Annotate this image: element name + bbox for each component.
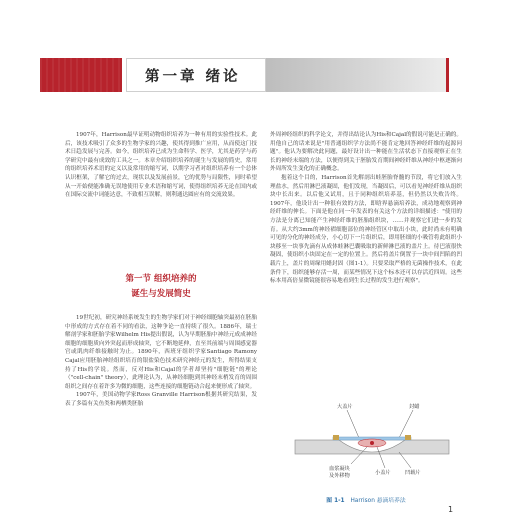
wax-seal-left (333, 435, 339, 440)
chapter-red-bar (40, 58, 122, 92)
right-paragraph-1: 外周神经组织的科学论文，并得出结论认为His和Cajal的假说可能是正确的。用他自己的话来说是"用普通组织学方法尚不能肯定地回答神经纤维的起源问题"。他认为要解决此问题，最好设计出一种能在生活状态下直接观察正在生长的神经末端的方法，以便得到关于胚胎发育期间神经纤维从神经中枢逐渐向外周所发生变化的正确概念。 (270, 132, 462, 173)
wax-seal-right (405, 435, 411, 440)
leader-wax (399, 410, 413, 438)
label-wax: 封蜡 (409, 404, 420, 410)
figure-caption (270, 495, 462, 504)
harrison-paragraph: 1907年，美国动物学家Ross Granville Harrison根据其研究结果，发表了多篇有关鱼类和两栖类胚胎 (65, 392, 257, 407)
section-title-line2: 诞生与发展简史 (131, 289, 191, 299)
right-column (270, 131, 462, 286)
history-paragraph: 19世纪初，研究神经系统发生的生物学家们对于神经细胞轴突最初在胚胎中形成的方式存在着不同的看法，这种争论一直持续了很久。1886年，瑞士解剖学家和胚胎学家Wilhelm His提出假说，认为早期胚胎中神经元成成神经细胞的细胞质向外突起而形成轴突，它不断地延伸，直至其前端与周围感觉器官或肌肉纤维接触时为止。1890年，西班牙组织学家Santiago Ramony Cajal应用胚胎神经组织培育的银盐染色技术研究神经元的发生，所得结果支持了His的学说。然而，反对His和Cajal的学者却坚持"细胞链"的理论（"cell-chain" theory），此理论认为，从神经细胞到其神经末梢发育的周围组织之间存在着许多为微的细胞，这些连接的细胞链动合起来便形成了轴突。 (65, 315, 257, 390)
label-small-cover: 小盖片 (375, 470, 391, 476)
chapter-title-box (126, 58, 266, 92)
chapter-header (40, 58, 480, 92)
chapter-gray-bar (266, 58, 446, 92)
right-paragraph-2: 抱着这个目的，Harrison首先解剖出蛙胚胎脊髓的节段，将它们放入生理盐水，然后用淋巴液凝固，他们发现，当凝固后，可以看见神经纤维从组织块中长出来。以后他又试用，且于同种组织培养基，但仍然以失败告终。1907年，他设计出一种很有效的方法，即晗界悬滴培养法，成功地观察到神经纤维的伸长。下面是他在同一年发表的有关这个方法的详细描述："使用的方法是分离已知能产生神经纤维的胚胎组织块，……并观察它们进一步的发育。从大约3mm的神经褶细胞部位的神经管区中取出小块，此时尚未有明确可见的分化的神经成分，小心切下一片组织后，即用胚细的小吸管将此组织小块移至一块事先滴有从成体蛙淋巴囊吸取的新鲜淋巴液的盖片上。待巴液很快凝固，使组织小块固定在一定的位置上。然后将盖片倒置于一块中间凹陷的凹载片上，盖片的周缘用蜡封固（图1-1）。只要采取严格的无菌操作技术，在此条件下，组织能够存活一周，而某些情况下这个标本还可以存活近四周。这些标本用高倍显微镜能很容易地看到生长过程的发生进行观察"。 (270, 174, 462, 285)
label-tissue-lymph: 及外移物 (329, 473, 350, 479)
left-column-lower (65, 314, 257, 409)
tissue-piece-shape (370, 441, 374, 445)
section-title-line1: 第一节 组织培养的 (125, 274, 197, 284)
left-column (65, 131, 257, 200)
page-number: 1 (448, 505, 454, 514)
leader-cover-glass (347, 410, 359, 438)
chapter-title: 第一章 绪论 (145, 68, 241, 85)
label-depression-slide: 凹载片 (405, 470, 421, 476)
chapter-accent-line (446, 58, 449, 92)
figure-number: 图 1-1 (326, 498, 345, 504)
label-lymph-drop: 血浆凝块 (329, 466, 350, 472)
figure-caption-text: Harrison 悬滴培养法 (350, 498, 406, 504)
leader-slide (399, 452, 411, 468)
intro-paragraph: 1907年，Harrison最早证明动物组织培养为一种有用的实验性技术。此后，该技术吸引了众多的生物学家的兴趣，使其得到推广应用，从而使这门技术日趋发展与完善。如今，组织培养已成为生命科学、医学，尤其是药学与药学研究中最有成效的工具之一。本章介绍组织培养的诞生与发展的简史，常用的组织培养术语的定义以及常用的缩写词，以期学习者对组织培养有一个总体认识框架，了解它的过去，现状以及发展前景，它的优势与局限性，同时希望从一开始便能准确无误地使用专业术语和缩写词，使得组织培养无论在国内或在国际交流中词能达意，不致相互误解，则利通达圆应有的交流效果。 (65, 132, 257, 199)
section-heading (65, 272, 257, 310)
hanging-drop-figure (287, 398, 457, 492)
label-cover-glass: 大盖片 (337, 404, 353, 410)
